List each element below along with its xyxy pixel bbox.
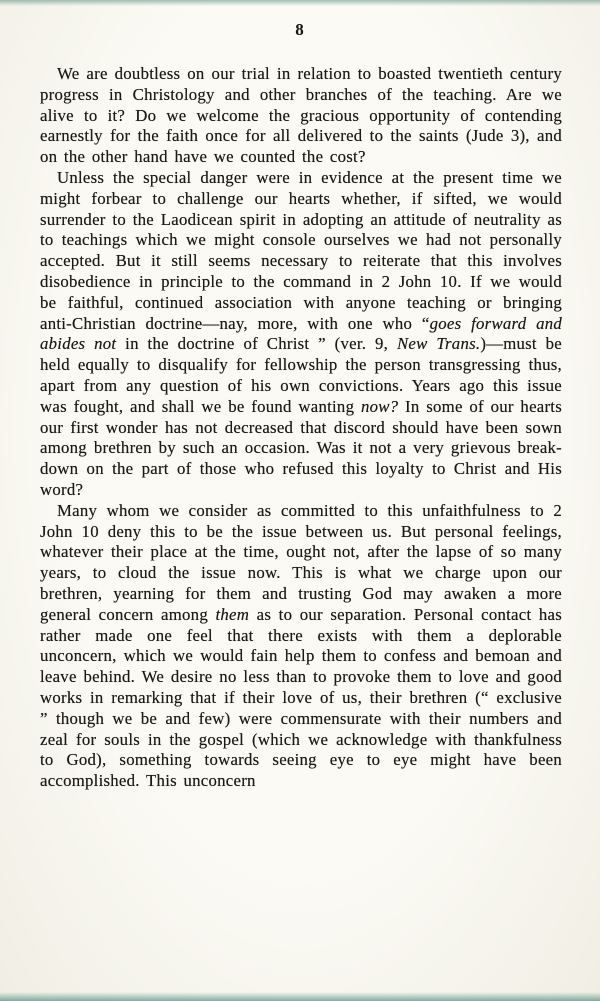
italic-text-segment: New Trans. xyxy=(396,334,481,354)
text-segment: We are doubtless on our trial in relation to boasted twentieth century progress in Christology and other branches of the teaching. Are we alive to it? Do we welcome the gracious opportunity of contending earnestly for the faith once for all delivered to the saints (Jude 3), and on the other hand have we counted the cost? xyxy=(40,64,562,167)
scan-edge-bottom xyxy=(0,992,600,1001)
text-segment: in the doctrine of Christ ” (ver. 9, xyxy=(116,334,397,354)
italic-text-segment: now? xyxy=(360,396,399,416)
text-segment: In some of our hearts our first wonder has not decreased that discord should have been sown among brethren by such an occasion. Was it not a very grievous break-down on the part of those who refused this loyalty to Christ and His word? xyxy=(40,396,562,499)
text-block xyxy=(40,64,562,792)
text-segment: as to our separation. Personal contact has rather made one feel that there exists with them a deplorable unconcern, which we would fain help them to confess and bemoan and leave behind. We desire no less than to provoke them to love and good works in remarking that if their love of us, their brethren (“ exclusive ” though we be and few) were commensurate with their numbers and zeal for souls in the gospel (which we acknowledge with thankfulness to God), something towards seeing eye to eye might have been accomplished. This unconcern xyxy=(40,604,563,791)
text-segment: Many whom we consider as committed to this unfaithfulness to 2 John 10 deny this to be the issue between us. But personal feelings, whatever their place at the time, ought not, after the lapse of so many years, to cloud the issue now. This is what we charge upon our brethren, yearning for them and trusting God may awaken a more general concern among xyxy=(40,500,562,624)
paragraph xyxy=(40,64,562,168)
paragraph xyxy=(40,501,562,792)
paragraph xyxy=(40,168,562,501)
italic-text-segment: them xyxy=(215,604,250,624)
text-segment: Unless the special danger were in evidence at the present time we might forbear to challenge our hearts whether, if sifted, we would surrender to the Laodicean spirit in adopting an attitude of neutrality as to teachings which we might console ourselves we had not personally accepted. But it still seems necessary to reiterate that this involves disobedience in principle to the command in 2 John 10. If we would be faithful, continued association with anyone teaching or bringing anti-Christian doctrine—nay, more, with one who “ xyxy=(40,167,562,333)
text-segment: )—must be held equally to disqualify for fellowship the person transgressing thus, apart from any question of his own convictions. Years ago this issue was fought, and shall we be found wanting xyxy=(40,334,563,416)
italic-text-segment: goes forward and abides not xyxy=(40,313,562,354)
page-number: 8 xyxy=(295,20,305,39)
